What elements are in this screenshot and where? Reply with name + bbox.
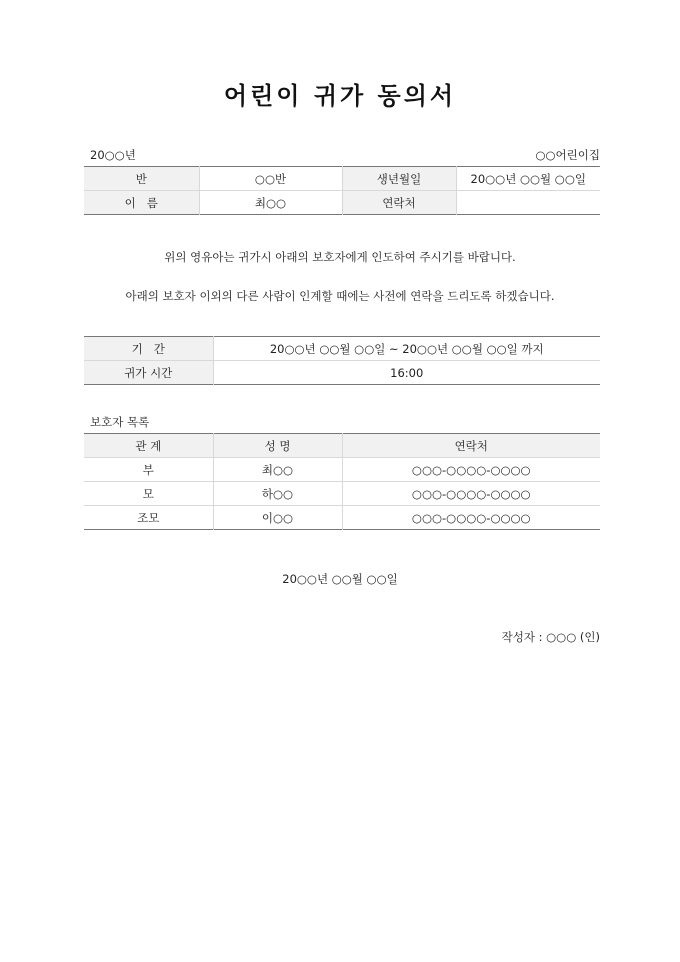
table-row [84, 482, 600, 506]
child-info-row [84, 167, 600, 191]
child-info-row [84, 191, 600, 215]
guardian-list-title: 보호자 목록 [90, 415, 150, 429]
relation-header: 관 계 [84, 434, 213, 458]
name-value: 최○○ [199, 191, 342, 215]
guardian-header-row [84, 434, 600, 458]
time-row [84, 361, 600, 385]
contact-cell: ○○○-○○○○-○○○○ [342, 482, 600, 506]
time-value: 16:00 [390, 365, 424, 380]
time-label: 귀가 시간 [84, 361, 213, 385]
contact-header: 연락처 [342, 434, 600, 458]
period-value: 20○○년 ○○월 ○○일 ~ 20○○년 ○○월 ○○일 까지 [213, 337, 600, 361]
relation-cell: 부 [84, 458, 213, 482]
name-cell: 이○○ [213, 506, 342, 530]
name-cell: 하○○ [213, 482, 342, 506]
table-row [84, 506, 600, 530]
class-value: ○○반 [199, 167, 342, 191]
name-cell: 최○○ [213, 458, 342, 482]
name-label: 이 름 [84, 191, 199, 215]
writer-signature: 작성자 : ○○○ (인) [501, 630, 600, 644]
relation-cell: 조모 [84, 506, 213, 530]
child-info-table [84, 166, 600, 215]
contact-label: 연락처 [342, 191, 456, 215]
period-row [84, 337, 600, 361]
document-title: 어린이 귀가 동의서 [223, 82, 457, 110]
contact-value [456, 191, 600, 215]
contact-cell: ○○○-○○○○-○○○○ [342, 458, 600, 482]
guardian-table [84, 433, 600, 530]
year-label: 20○○년 [90, 148, 136, 162]
class-label: 반 [84, 167, 199, 191]
contact-cell: ○○○-○○○○-○○○○ [411, 510, 531, 525]
period-table [84, 336, 600, 385]
relation-cell: 모 [84, 482, 213, 506]
period-label: 기 간 [84, 337, 213, 361]
instruction-line-2: 아래의 보호자 이외의 다른 사람이 인계할 때에는 사전에 연락을 드리도록 하겠습니다. [125, 289, 555, 303]
birth-label: 생년월일 [342, 167, 456, 191]
instruction-line-1: 위의 영유아는 귀가시 아래의 보호자에게 인도하여 주시기를 바랍니다. [164, 250, 516, 264]
birth-value: 20○○년 ○○월 ○○일 [456, 167, 600, 191]
table-row [84, 458, 600, 482]
signature-date: 20○○년 ○○월 ○○일 [282, 572, 398, 586]
daycare-name: ○○어린이집 [535, 148, 600, 162]
name-header: 성 명 [213, 434, 342, 458]
